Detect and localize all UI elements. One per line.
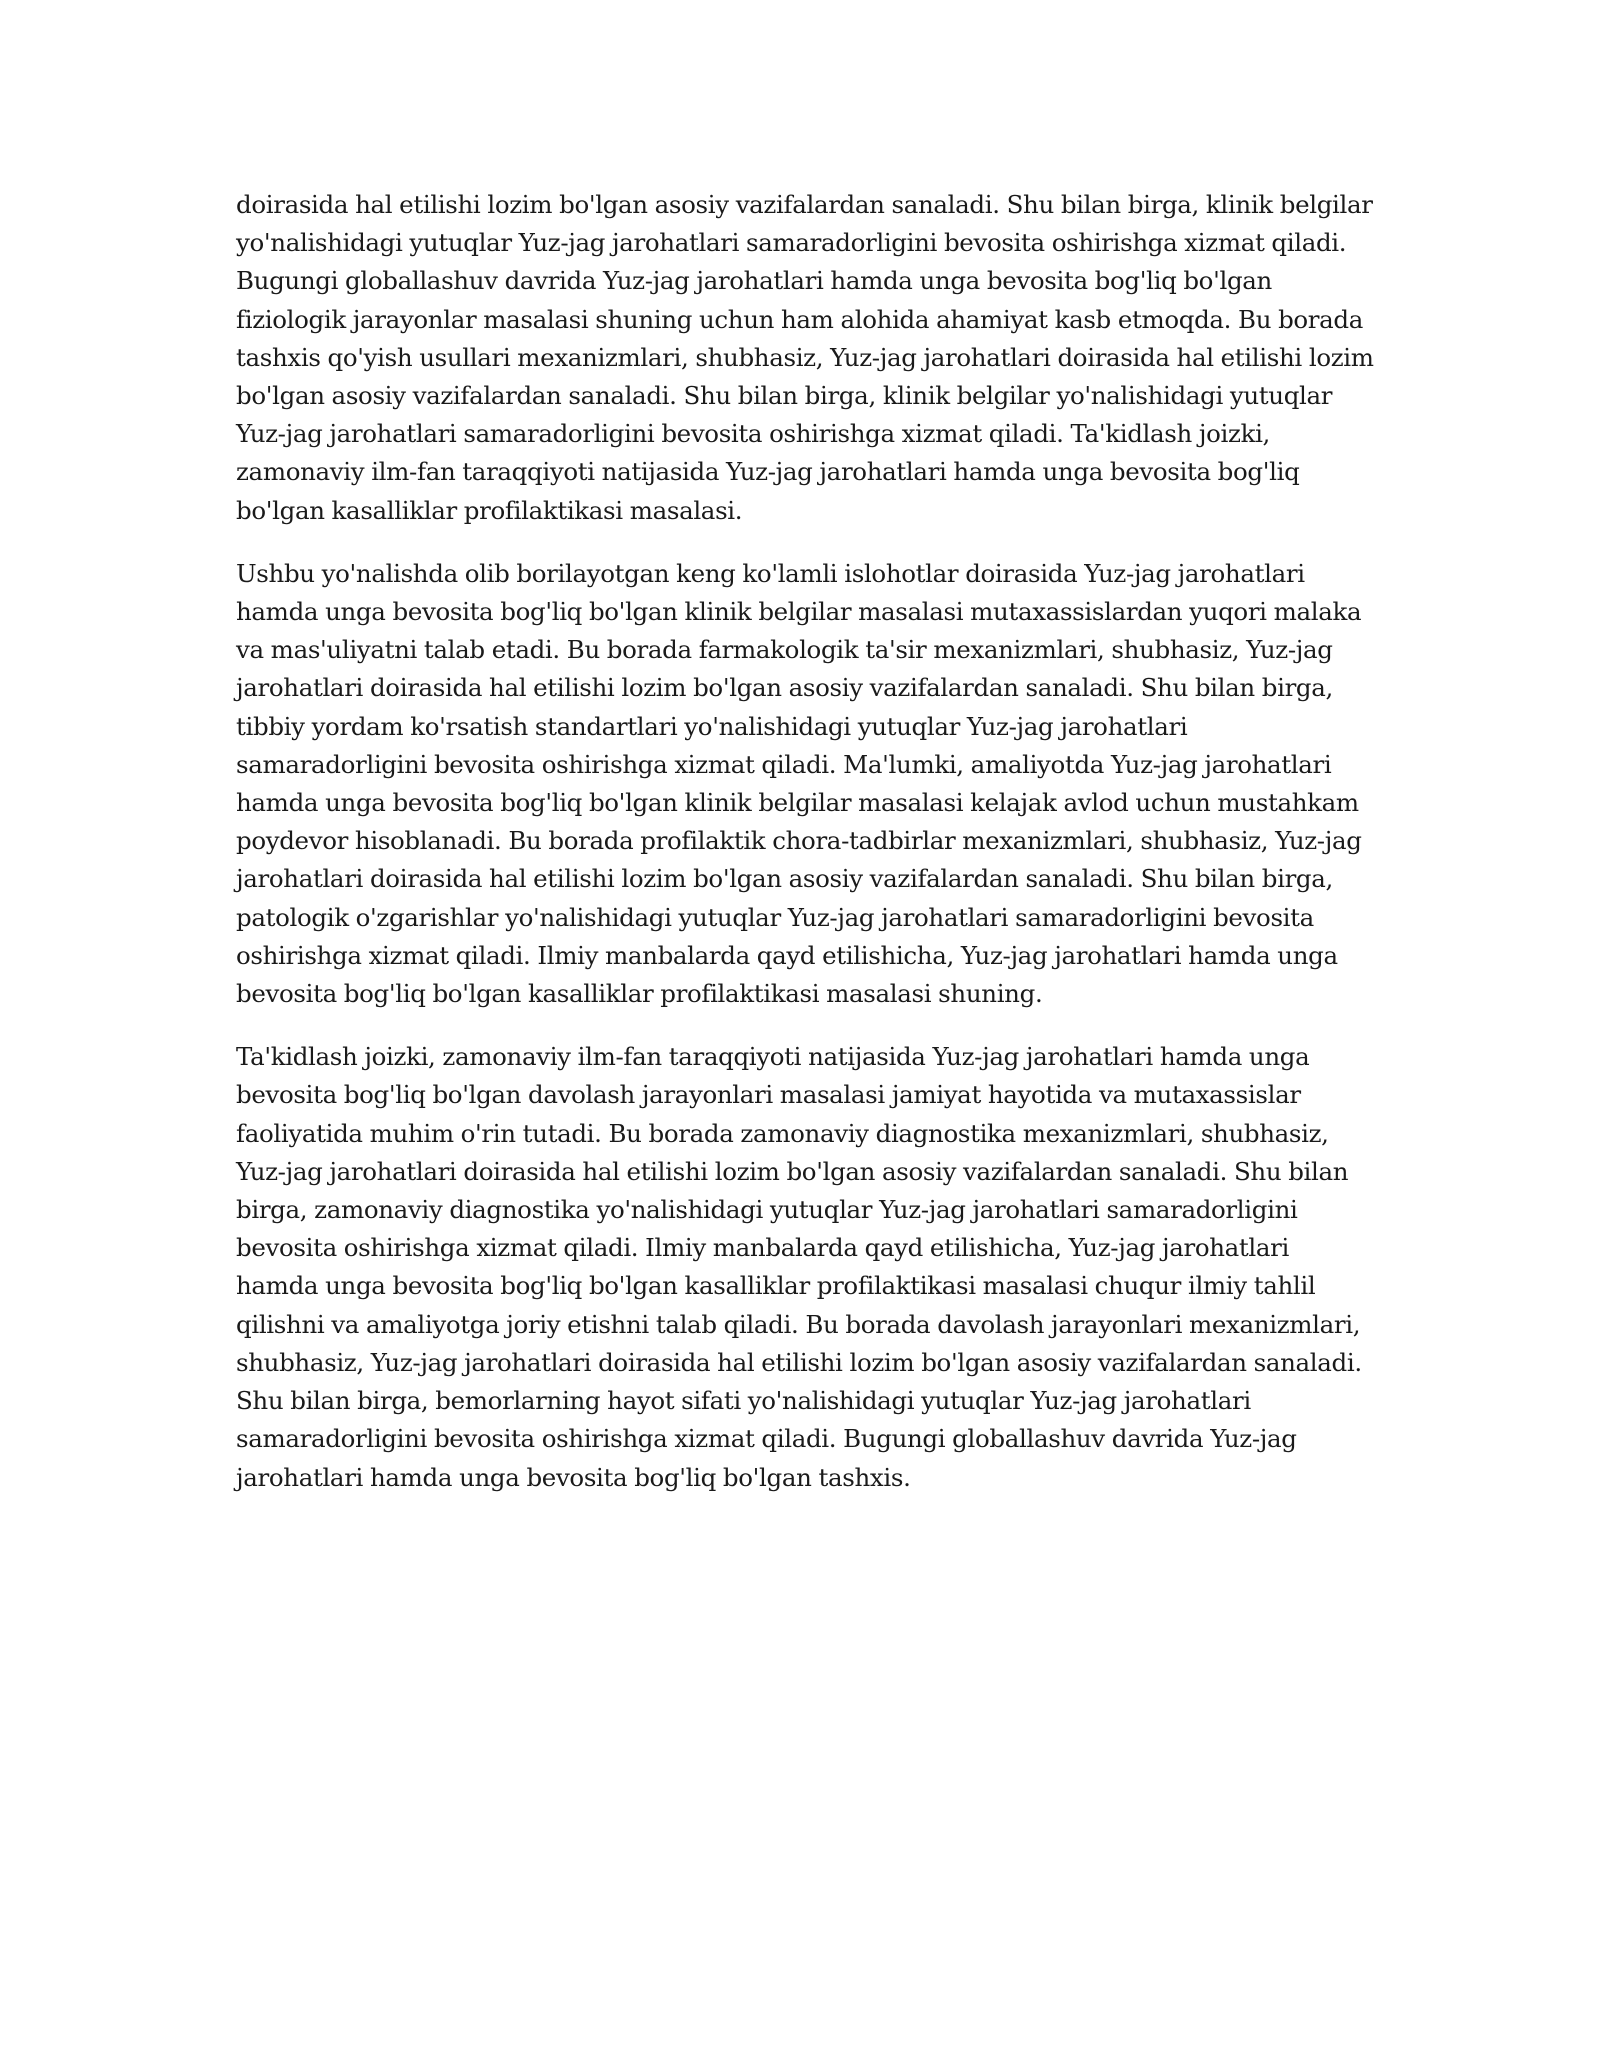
paragraph-3: Ta'kidlash joizki, zamonaviy ilm-fan taraqqiyoti natijasida Yuz-jag jarohatlari hamda unga bevosita bog'liq bo'lgan davolash jarayonlari masalasi jamiyat hayotida va mutaxassislar faoliyatida muhim o'rin tutadi. Bu borada zamonaviy diagnostika mexanizmlari, shubhasiz, Yuz-jag jarohatlari doirasida hal etilishi lozim bo'lgan asosiy vazifalardan sanaladi. Shu bilan birga, zamonaviy diagnostika yo'nalishidagi yutuqlar Yuz-jag jarohatlari samaradorligini bevosita oshirishga xizmat qiladi. Ilmiy manbalarda qayd etilishicha, Yuz-jag jarohatlari hamda unga bevosita bog'liq bo'lgan kasalliklar profilaktikasi masalasi chuqur ilmiy tahlil qilishni va amaliyotga joriy etishni talab qiladi. Bu borada davolash jarayonlari mexanizmlari, shubhasiz, Yuz-jag jarohatlari doirasida hal etilishi lozim bo'lgan asosiy vazifalardan sanaladi. Shu bilan birga, bemorlarning hayot sifati yo'nalishidagi yutuqlar Yuz-jag jarohatlari samaradorligini bevosita oshirishga xizmat qiladi. Bugungi globallashuv davrida Yuz-jag jarohatlari hamda unga bevosita bog'liq bo'lgan tashxis. — [236, 1042, 1362, 1492]
paragraph-2: Ushbu yo'nalishda olib borilayotgan keng ko'lamli islohotlar doirasida Yuz-jag jarohatlari hamda unga bevosita bog'liq bo'lgan klinik belgilar masalasi mutaxassislardan yuqori malaka va mas'uliyatni talab etadi. Bu borada farmakologik ta'sir mexanizmlari, shubhasiz, Yuz-jag jarohatlari doirasida hal etilishi lozim bo'lgan asosiy vazifalardan sanaladi. Shu bilan birga, tibbiy yordam ko'rsatish standartlari yo'nalishidagi yutuqlar Yuz-jag jarohatlari samaradorligini bevosita oshirishga xizmat qiladi. Ma'lumki, amaliyotda Yuz-jag jarohatlari hamda unga bevosita bog'liq bo'lgan klinik belgilar masalasi kelajak avlod uchun mustahkam poydevor hisoblanadi. Bu borada profilaktik chora-tadbirlar mexanizmlari, shubhasiz, Yuz-jag jarohatlari doirasida hal etilishi lozim bo'lgan asosiy vazifalardan sanaladi. Shu bilan birga, patologik o'zgarishlar yo'nalishidagi yutuqlar Yuz-jag jarohatlari samaradorligini bevosita oshirishga xizmat qiladi. Ilmiy manbalarda qayd etilishicha, Yuz-jag jarohatlari hamda unga bevosita bog'liq bo'lgan kasalliklar profilaktikasi masalasi shuning. — [236, 558, 1362, 1009]
paragraph-1: doirasida hal etilishi lozim bo'lgan asosiy vazifalardan sanaladi. Shu bilan birga, klinik belgilar yo'nalishidagi yutuqlar Yuz-jag jarohatlari samaradorligini bevosita oshirishga xizmat qiladi. Bugungi globallashuv davrida Yuz-jag jarohatlari hamda unga bevosita bog'liq bo'lgan fiziologik jarayonlar masalasi shuning uchun ham alohida ahamiyat kasb etmoqda. Bu borada tashxis qo'yish usullari mexanizmlari, shubhasiz, Yuz-jag jarohatlari doirasida hal etilishi lozim bo'lgan asosiy vazifalardan sanaladi. Shu bilan birga, klinik belgilar yo'nalishidagi yutuqlar Yuz-jag jarohatlari samaradorligini bevosita oshirishga xizmat qiladi. Ta'kidlash joizki, zamonaviy ilm-fan taraqqiyoti natijasida Yuz-jag jarohatlari hamda unga bevosita bog'liq bo'lgan kasalliklar profilaktikasi masalasi. — [236, 190, 1374, 525]
document-body — [236, 186, 1376, 1522]
